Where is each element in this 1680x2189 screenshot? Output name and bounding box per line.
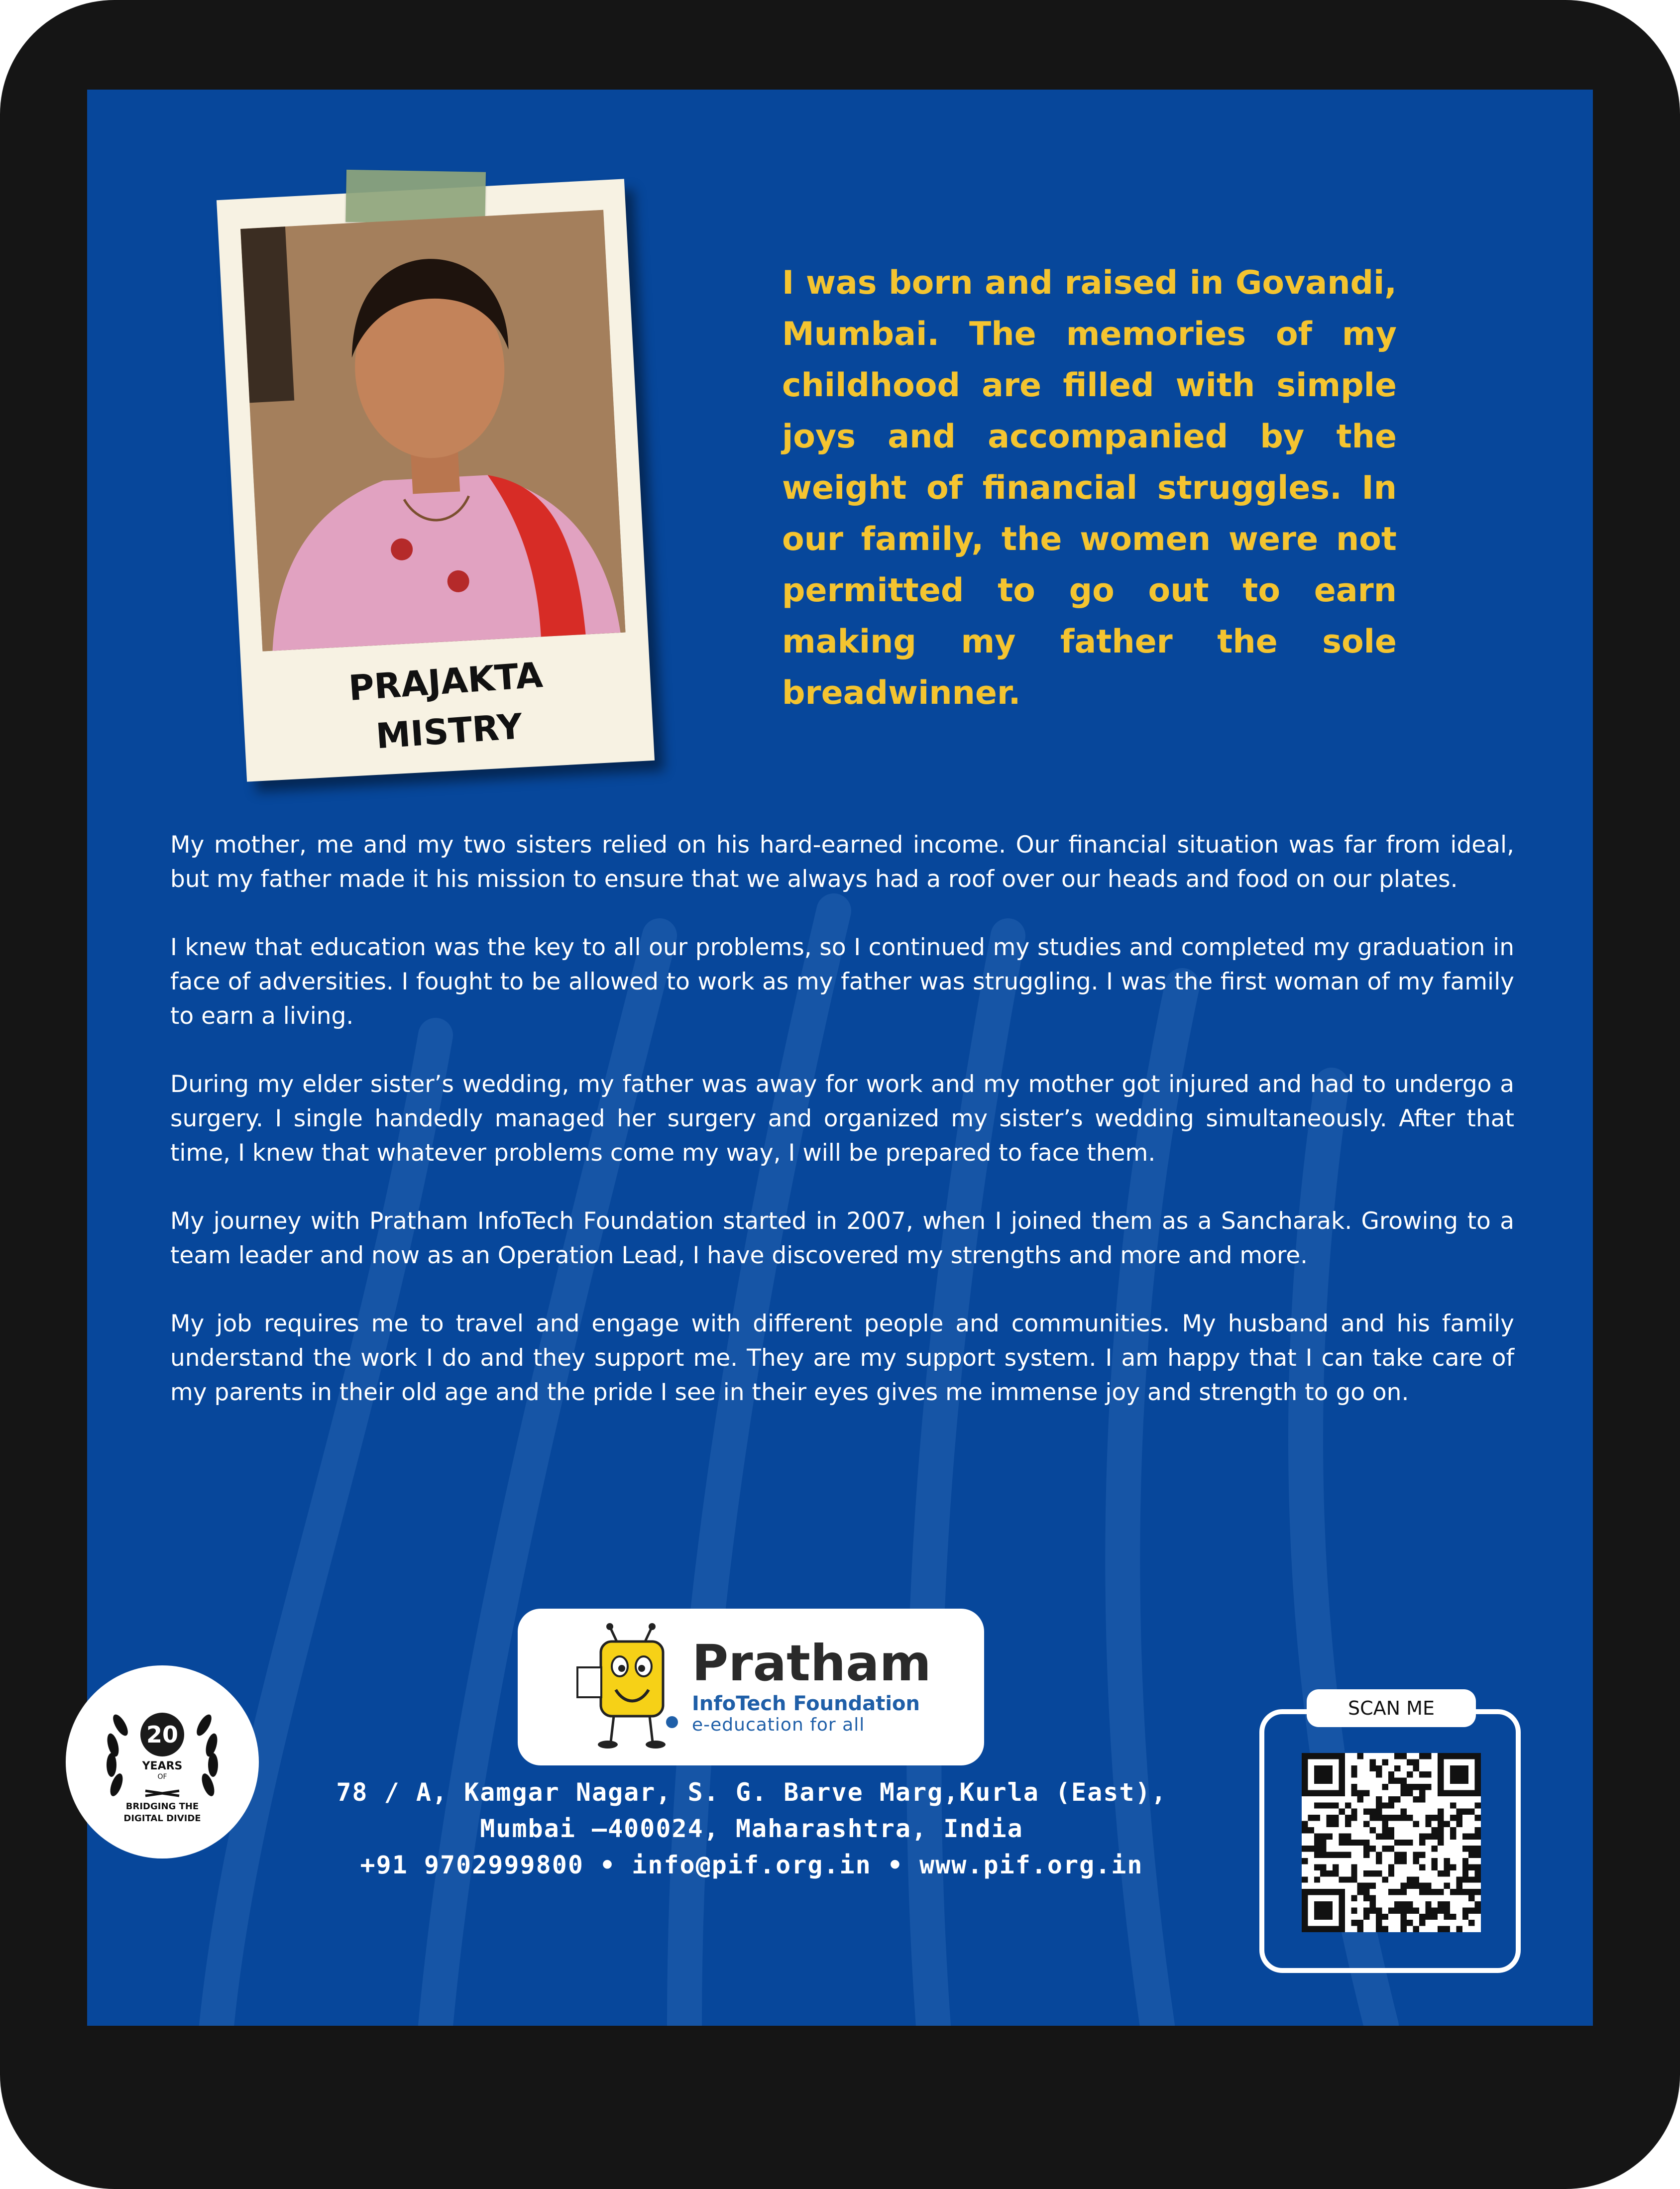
badge-tagline [106, 1801, 219, 1825]
anniversary-badge [66, 1665, 259, 1859]
person-name-first: PRAJAKTA [347, 654, 544, 709]
mascot-icon [570, 1623, 684, 1752]
story-paragraph: During my elder sister’s wedding, my father was away for work and my mother got injured and had to undergo a surgery. I single handedly managed her surgery and organized my sister’s wedding simultaneously. After that time, I knew that whatever problems come my way, I will be prepared to face them. [170, 1071, 1514, 1167]
badge-of: OF [157, 1773, 167, 1781]
address-line: 78 / A, Kamgar Nagar, S. G. Barve Marg,Kurla (East), [336, 1778, 1167, 1807]
logo-subtitle: InfoTech Foundation [692, 1692, 920, 1715]
story-paragraph: My mother, me and my two sisters relied on his hard-earned income. Our financial situation was far from ideal, but my father made it his mission to ensure that we always had a roof over our heads and food on our plates. [170, 831, 1514, 893]
logo-tagline: e-education for all [692, 1715, 865, 1735]
address-line: Mumbai –400024, Maharashtra, India [480, 1814, 1023, 1843]
badge-tagline-line: BRIDGING THE [125, 1801, 199, 1812]
qr-code-icon [1302, 1753, 1481, 1932]
person-name [240, 643, 655, 770]
story-paragraph: My journey with Pratham InfoTech Foundation started in 2007, when I joined them as a Sancharak. Growing to a team leader and now as an Operation Lead, I have discovered my strengths and more and more. [170, 1207, 1514, 1269]
scan-me-label: SCAN ME [1307, 1689, 1476, 1727]
story-paragraph: My job requires me to travel and engage with different people and communities. My husband and his family understand the work I do and they support me. They are my support system. I am happy that I can take care of my parents in their old age and the pride I see in their eyes gives me immense joy and strength to go on. [170, 1310, 1514, 1406]
contact-line: +91 9702999800 • info@pif.org.in • www.pif.org.in [360, 1851, 1143, 1879]
tape-decoration [345, 170, 486, 224]
story-body [170, 828, 1514, 1443]
person-name-last: MISTRY [374, 706, 524, 757]
pratham-logo [518, 1609, 984, 1765]
badge-years: YEARS [142, 1760, 183, 1772]
portrait-photo [240, 210, 625, 652]
badge-number: 20 [140, 1713, 184, 1756]
badge-tagline-line: DIGITAL DIVIDE [123, 1813, 201, 1824]
intro-quote: I was born and raised in Govandi, Mumbai. The memories of my childhood are filled with simple joys and accompanied by the weight of financial struggles. In our family, the women were not permitted to go out to earn making my father the sole breadwinner. [782, 264, 1397, 712]
portrait-polaroid [217, 179, 655, 781]
story-paragraph: I knew that education was the key to all our problems, so I continued my studies and completed my graduation in face of adversities. I fought to be allowed to work as my father was struggling. I was the first woman of my family to earn a living. [170, 934, 1514, 1030]
logo-title: Pratham [692, 1634, 931, 1692]
qr-code[interactable] [1302, 1753, 1481, 1932]
contact-address [294, 1774, 1210, 1883]
